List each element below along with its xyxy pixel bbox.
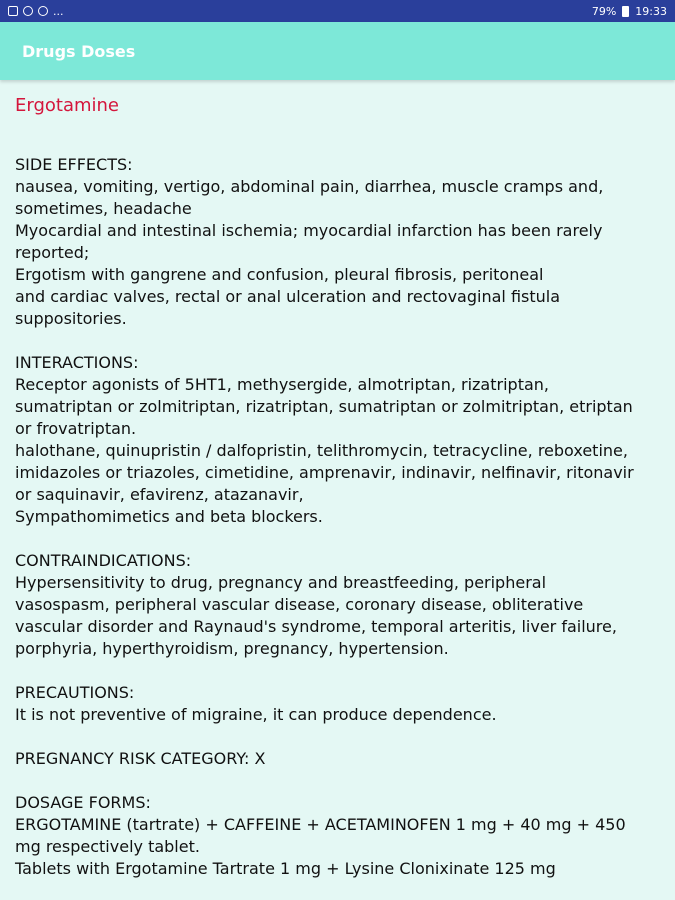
drug-name: Ergotamine bbox=[15, 95, 120, 116]
section-line: It is not preventive of migraine, it can produce dependence. bbox=[15, 705, 497, 724]
sync-icon bbox=[23, 6, 33, 16]
photo-icon bbox=[8, 6, 18, 16]
section-line: Myocardial and intestinal ischemia; myocardial infarction has been rarely bbox=[15, 221, 603, 240]
drug-detail-content[interactable] bbox=[0, 80, 675, 900]
section-line: ERGOTAMINE (tartrate) + CAFFEINE + ACETAMINOFEN 1 mg + 40 mg + 450 bbox=[15, 815, 626, 834]
section bbox=[15, 792, 660, 880]
section-line: and cardiac valves, rectal or anal ulceration and rectovaginal fistula bbox=[15, 287, 561, 306]
battery-percent: 79% bbox=[591, 4, 617, 18]
section-line: sometimes, headache bbox=[15, 199, 192, 218]
section bbox=[15, 154, 660, 330]
section-heading: PRECAUTIONS: bbox=[15, 683, 135, 702]
section-line: Receptor agonists of 5HT1, methysergide, almotriptan, rizatriptan, bbox=[15, 375, 549, 394]
section-heading: CONTRAINDICATIONS: bbox=[15, 551, 192, 570]
section-line: reported; bbox=[15, 243, 90, 262]
section-line: Sympathomimetics and beta blockers. bbox=[15, 507, 323, 526]
section-line: vasospasm, peripheral vascular disease, coronary disease, obliterative bbox=[15, 595, 584, 614]
section bbox=[15, 682, 660, 726]
section bbox=[15, 748, 660, 770]
section-line: or frovatriptan. bbox=[15, 419, 137, 438]
section-line: or saquinavir, efavirenz, atazanavir, bbox=[15, 485, 304, 504]
section-line: sumatriptan or zolmitriptan, rizatriptan, sumatriptan or zolmitriptan, etriptan bbox=[15, 397, 633, 416]
status-more: ... bbox=[53, 4, 64, 18]
section-line: suppositories. bbox=[15, 309, 127, 328]
status-left-icons bbox=[8, 5, 64, 18]
section-line: Hypersensitivity to drug, pregnancy and breastfeeding, peripheral bbox=[15, 573, 547, 592]
section-line: vascular disorder and Raynaud's syndrome, temporal arteritis, liver failure, bbox=[15, 617, 617, 636]
section bbox=[15, 550, 660, 660]
section-line: mg respectively tablet. bbox=[15, 837, 200, 856]
drug-sections bbox=[15, 154, 660, 880]
section-line: Tablets with Ergotamine Tartrate 1 mg + Lysine Clonixinate 125 mg bbox=[15, 859, 556, 878]
section-line: nausea, vomiting, vertigo, abdominal pain, diarrhea, muscle cramps and, bbox=[15, 177, 604, 196]
section-line: imidazoles or triazoles, cimetidine, amprenavir, indinavir, nelfinavir, ritonavir bbox=[15, 463, 634, 482]
section-heading: SIDE EFFECTS: bbox=[15, 155, 133, 174]
section-heading: PREGNANCY RISK CATEGORY: X bbox=[15, 749, 266, 768]
section-line: halothane, quinupristin / dalfopristin, telithromycin, tetracycline, reboxetine, bbox=[15, 441, 628, 460]
section-line: porphyria, hyperthyroidism, pregnancy, hypertension. bbox=[15, 639, 449, 658]
status-bar bbox=[0, 0, 675, 22]
app-title: Drugs Doses bbox=[22, 41, 136, 61]
status-time: 19:33 bbox=[635, 4, 667, 18]
section-heading: DOSAGE FORMS: bbox=[15, 793, 151, 812]
section-line: Ergotism with gangrene and confusion, pleural fibrosis, peritoneal bbox=[15, 265, 544, 284]
section bbox=[15, 352, 660, 528]
status-right bbox=[592, 5, 667, 18]
battery-icon bbox=[622, 6, 629, 17]
app-bar bbox=[0, 22, 675, 80]
vpn-icon bbox=[38, 6, 48, 16]
section-heading: INTERACTIONS: bbox=[15, 353, 139, 372]
